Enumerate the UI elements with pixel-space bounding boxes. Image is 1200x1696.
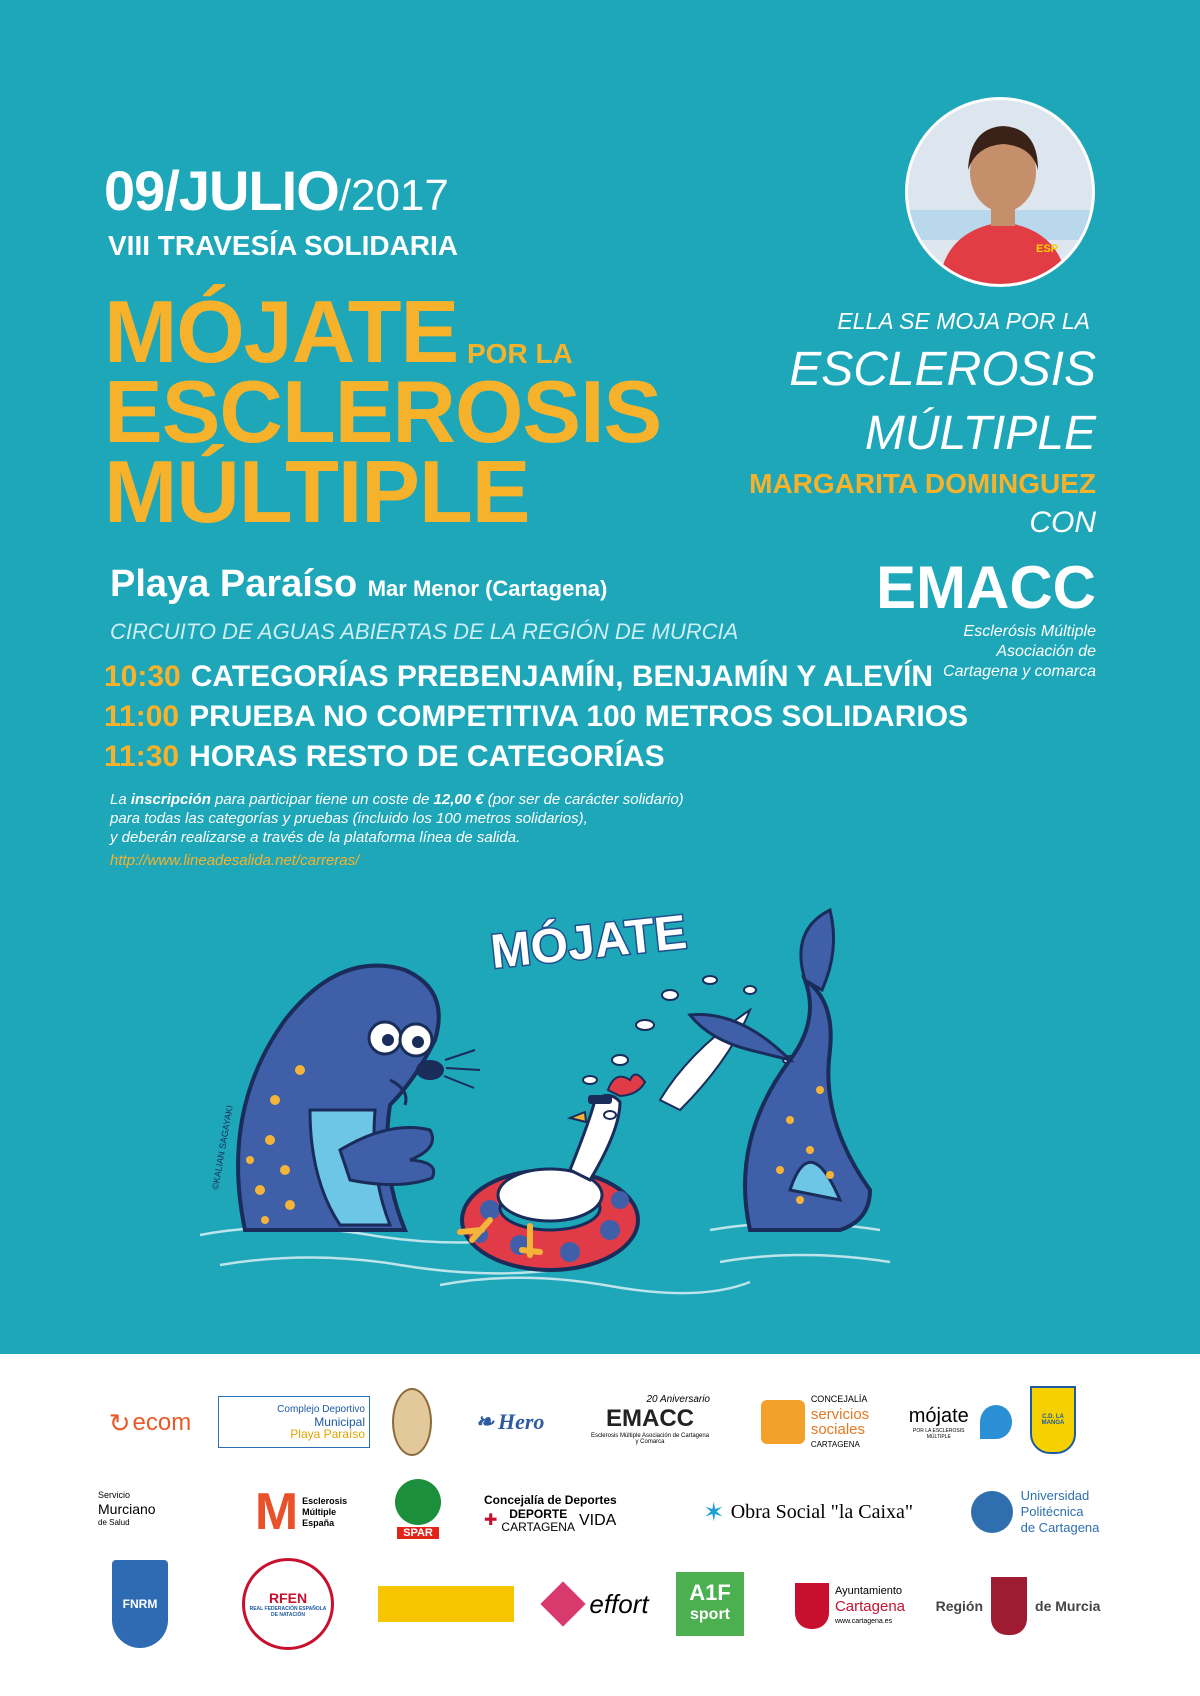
sponsor-upct (962, 1484, 1108, 1540)
date-day-month: 09/JULIO (104, 159, 339, 222)
schedule-item (104, 660, 933, 694)
upct-line: Universidad (1020, 1488, 1090, 1503)
ayto-line: Ayuntamiento (834, 1584, 903, 1597)
eme-line: España (302, 1517, 335, 1528)
upct-line: Politécnica (1020, 1504, 1084, 1519)
sponsor-hero (455, 1398, 565, 1446)
info-text: para todas las categorías y pruebas (incluido los 100 metros solidarios), (110, 810, 588, 827)
cd-la-manga-text: C.D. LA MANGA (1041, 1414, 1065, 1426)
sponsor-fnrm (112, 1560, 168, 1648)
a1f-text: sport (690, 1606, 730, 1623)
rfen-sub: REAL FEDERACIÓN ESPAÑOLA DE NATACIÓN (249, 1606, 327, 1618)
sponsor-concejalia-deportes (484, 1484, 644, 1542)
sponsor-emacc (590, 1384, 710, 1454)
illustration-credit: ©KALIAN SAGAYAKI (210, 1104, 235, 1191)
sms-line: de Salud (98, 1518, 130, 1527)
pp-line: Municipal (314, 1415, 365, 1429)
ambassador-with: CON (1029, 506, 1096, 539)
la-caixa-text: Obra Social "la Caixa" (730, 1500, 914, 1523)
palm-seal-icon (392, 1388, 432, 1456)
emacc-text: EMACC (606, 1404, 694, 1432)
venue-name: Playa Paraíso (110, 563, 358, 605)
title-small: POR LA (467, 338, 573, 369)
eme-line: Esclerosis (302, 1495, 348, 1506)
sponsor-hero-text: Hero (497, 1409, 545, 1434)
date-year: /2017 (338, 171, 449, 220)
registration-link[interactable]: http://www.lineadesalida.net/carreras/ (110, 852, 360, 869)
fnrm-text: FNRM (122, 1597, 158, 1611)
schedule-time: 11:00 (104, 700, 180, 733)
sponsor-region-murcia (928, 1570, 1108, 1642)
ss-line: CONCEJALÍA (810, 1394, 868, 1404)
emacc-description (836, 622, 1096, 682)
ayto-line: www.cartagena.es (834, 1617, 893, 1625)
venue (110, 563, 607, 606)
schedule-item (104, 700, 968, 734)
illustration-title: MÓJATE (488, 905, 690, 980)
effort-cube-icon (541, 1581, 586, 1626)
shirt-text: ESP (1036, 243, 1059, 255)
spar-text: SPAR (397, 1527, 439, 1539)
emacc-desc-line: Esclerósis Múltiple (963, 623, 1096, 640)
gobierno-espana-icon (378, 1586, 514, 1622)
sponsors-panel (0, 1354, 1200, 1696)
ambassador-line-3: MÚLTIPLE (864, 407, 1096, 460)
ayto-text (835, 1584, 905, 1629)
sponsor-ecom-text: ecom (132, 1409, 192, 1436)
ambassador-line-1: ELLA SE MOJA POR LA (837, 308, 1090, 334)
upct-emblem-icon (971, 1491, 1013, 1533)
mojate-word: mójate (908, 1404, 969, 1427)
circuit-label: CIRCUITO DE AGUAS ABIERTAS DE LA REGIÓN DE MURCIA (110, 619, 739, 644)
info-text: (por ser de carácter solidario) (483, 791, 684, 808)
emacc-desc-line: Asociación de (996, 643, 1096, 660)
upct-text (1021, 1488, 1100, 1536)
emacc-desc-line: Cartagena y comarca (943, 663, 1096, 680)
schedule-item (104, 740, 665, 774)
spar-tree-icon (395, 1479, 441, 1525)
venue-location: Mar Menor (Cartagena) (367, 576, 608, 601)
effort-text: effort (589, 1588, 649, 1619)
emacc-anniversary: 20 Aniversario (646, 1393, 710, 1405)
sponsor-ayuntamiento (784, 1574, 916, 1638)
sms-line: Servicio (98, 1490, 131, 1500)
emacc-sub: Esclerosis Múltiple Asociación de Cartagena y Comarca (590, 1432, 710, 1445)
ss-line: servicios (810, 1406, 870, 1423)
ss-line: CARTAGENA (810, 1440, 860, 1449)
rfen-text: RFEN (268, 1590, 308, 1606)
cd-line: Concejalía de Deportes (484, 1493, 617, 1507)
drop-heart-icon (980, 1405, 1013, 1439)
region-text: Región (935, 1598, 984, 1614)
sponsor-ecom (100, 1403, 200, 1443)
mojate-text (902, 1405, 976, 1440)
info-bold: inscripción (130, 791, 211, 808)
sponsor-effort (538, 1582, 658, 1626)
sponsor-spar (386, 1474, 450, 1544)
murcia-crown-icon (991, 1577, 1027, 1635)
schedule-text: CATEGORÍAS PREBENJAMÍN, BENJAMÍN Y ALEVÍN (190, 660, 934, 693)
eme-line: Múltiple (302, 1506, 337, 1517)
pp-line: Playa Paraíso (290, 1427, 365, 1441)
star-icon: ✶ (702, 1496, 725, 1527)
leaf-icon: ❧ (475, 1409, 494, 1434)
mojate-sub: POR LA ESCLEROSIS MÚLTIPLE (913, 1427, 965, 1440)
cross-icon: ✚ (484, 1512, 498, 1529)
pp-line: Complejo Deportivo (277, 1404, 365, 1415)
emacc-logo-text: EMACC (876, 554, 1096, 621)
hands-icon (761, 1400, 805, 1444)
event-date (104, 158, 449, 223)
ss-text (811, 1392, 869, 1452)
seal-illustration (190, 890, 930, 1320)
sponsor-cd-la-manga (1030, 1386, 1076, 1454)
sponsor-mojate (902, 1394, 1012, 1450)
ambassador-name: MARGARITA DOMINGUEZ (749, 468, 1096, 499)
upct-line: de Cartagena (1020, 1520, 1100, 1535)
cd-words (501, 1508, 575, 1534)
cd-line: CARTAGENA (501, 1520, 575, 1534)
region-text: de Murcia (1035, 1598, 1101, 1614)
athlete-photo (905, 97, 1095, 287)
schedule-text: HORAS RESTO DE CATEGORÍAS (189, 740, 665, 773)
cd-row (484, 1508, 616, 1534)
eme-text (302, 1496, 347, 1529)
title-line-2: ESCLEROSIS (104, 362, 662, 461)
sponsor-playa-paraiso (218, 1396, 370, 1448)
ayto-line: Cartagena (834, 1597, 906, 1615)
ambassador-line-2: ESCLEROSIS (789, 343, 1096, 396)
cd-line: VIDA (578, 1512, 617, 1529)
info-price: 12,00 € (433, 791, 484, 808)
schedule-time: 10:30 (104, 660, 181, 693)
title-line-3: MÚLTIPLE (104, 442, 530, 541)
sponsor-rfen (242, 1558, 334, 1650)
info-text: La (110, 791, 131, 808)
info-text: y deberán realizarse a través de la plataforma línea de salida. (110, 829, 521, 846)
registration-info (110, 790, 830, 847)
a1f-text: A1F (689, 1580, 731, 1605)
cd-line: DEPORTE (509, 1507, 568, 1521)
ss-line: sociales (810, 1421, 866, 1438)
ecom-icon: ↻ (108, 1407, 131, 1438)
info-text: para participar tiene un coste de (210, 791, 434, 808)
m-icon: M (254, 1483, 299, 1541)
sms-line: Murciano (98, 1501, 156, 1517)
sponsor-servicios-sociales (745, 1392, 885, 1452)
title-line-1: MÓJATE (104, 282, 459, 381)
edition-label: VIII TRAVESÍA SOLIDARIA (108, 230, 459, 261)
sponsor-la-caixa (678, 1490, 938, 1534)
cartagena-shield-icon (795, 1583, 829, 1629)
sponsor-a1f-sport (676, 1572, 744, 1636)
athlete-portrait-icon (908, 100, 1095, 287)
sponsor-sms (98, 1474, 194, 1544)
schedule-text: PRUEBA NO COMPETITIVA 100 METROS SOLIDARIOS (189, 700, 969, 733)
schedule-time: 11:30 (104, 740, 180, 773)
sponsor-eme (246, 1484, 356, 1540)
